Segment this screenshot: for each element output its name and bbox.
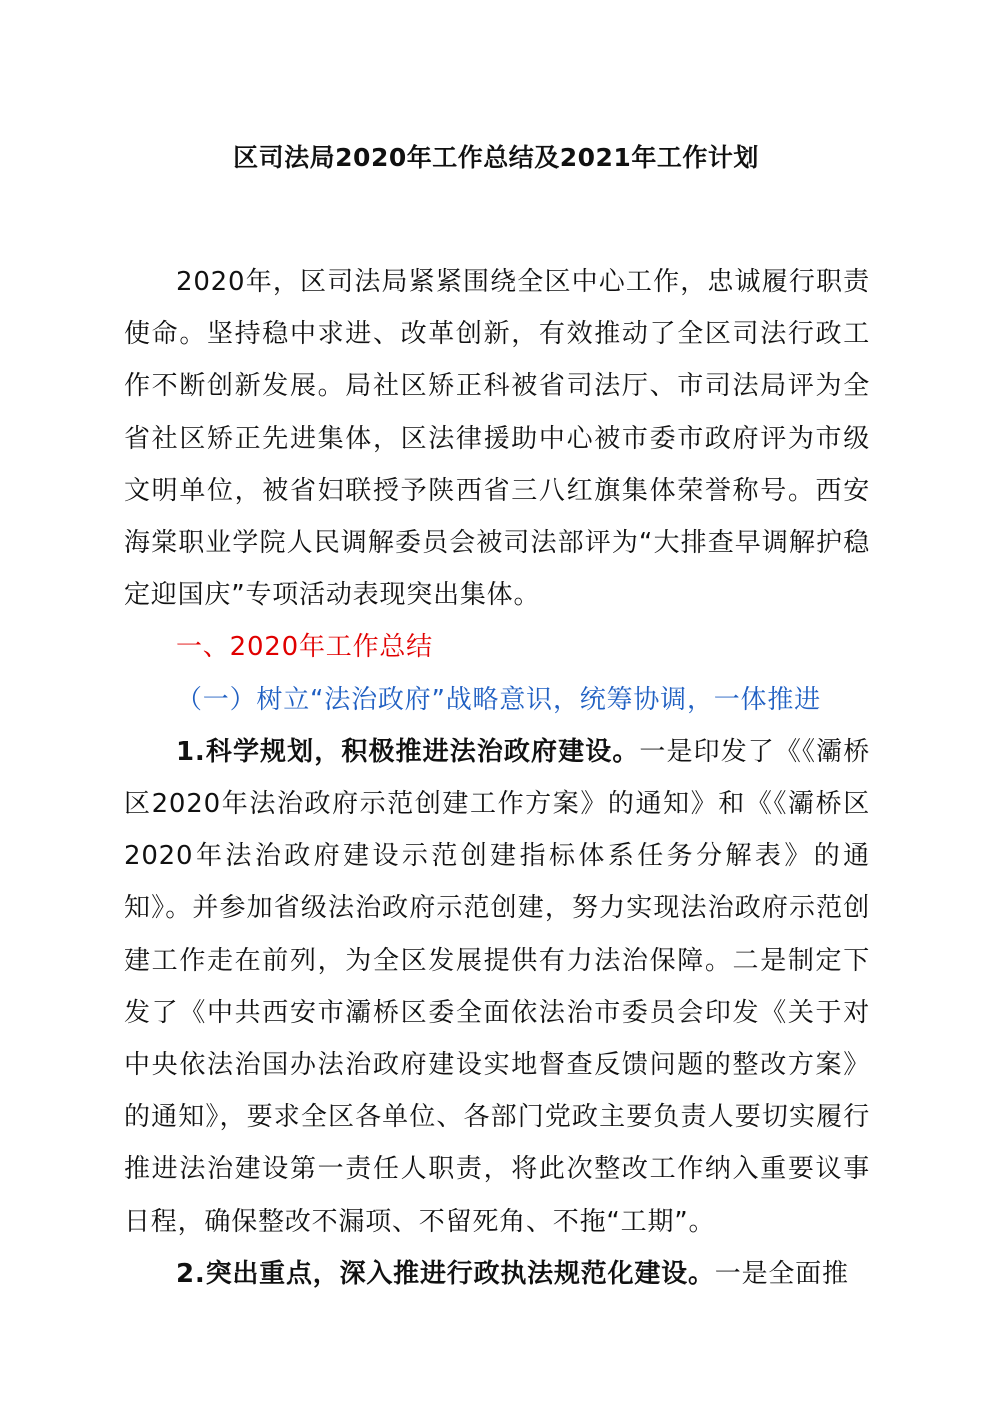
subsection-heading: （一）树立“法治政府”战略意识，统筹协调，一体推进 xyxy=(176,684,821,715)
item-1-lead: 1.科学规划，积极推进法治政府建设。 xyxy=(176,736,640,767)
item-2-lead: 2.突出重点，深入推进行政执法规范化建设。 xyxy=(176,1258,715,1289)
item-1-paragraph xyxy=(124,726,870,1248)
item-2-text: 一是全面推 xyxy=(714,1258,849,1289)
item-2-paragraph xyxy=(124,1248,870,1300)
document-body xyxy=(124,256,870,1300)
section-heading: 一、2020年工作总结 xyxy=(176,632,433,663)
document-title: 区司法局2020年工作总结及2021年工作计划 xyxy=(233,143,759,172)
item-1-text: 一是印发了《《灞桥区2020年法治政府示范创建工作方案》的通知》和《《灞桥区2020年法治政府建设示范创建指标体系任务分解表》的通知》。并参加省级法治政府示范创建，努力实现法治政府示范创建工作走在前列，为全区发展提供有力法治保障。二是制定下发了《中共西安市灞桥区委全面依法治市委员会印发《关于对中央依法治国办法治政府建设实地督查反馈问题的整改方案》的通知》，要求全区各单位、各部门党政主要负责人要切实履行推进法治建设第一责任人职责，将此次整改工作纳入重要议事日程，确保整改不漏项、不留死角、不拖“工期”。 xyxy=(124,736,870,1237)
intro-paragraph: 2020年，区司法局紧紧围绕全区中心工作，忠诚履行职责使命。坚持稳中求进、改革创新，有效推动了全区司法行政工作不断创新发展。局社区矫正科被省司法厅、市司法局评为全省社区矫正先进集体，区法律援助中心被市委市政府评为市级文明单位，被省妇联授予陕西省三八红旗集体荣誉称号。西安海棠职业学院人民调解委员会被司法部评为“大排查早调解护稳定迎国庆”专项活动表现突出集体。 xyxy=(124,267,870,611)
